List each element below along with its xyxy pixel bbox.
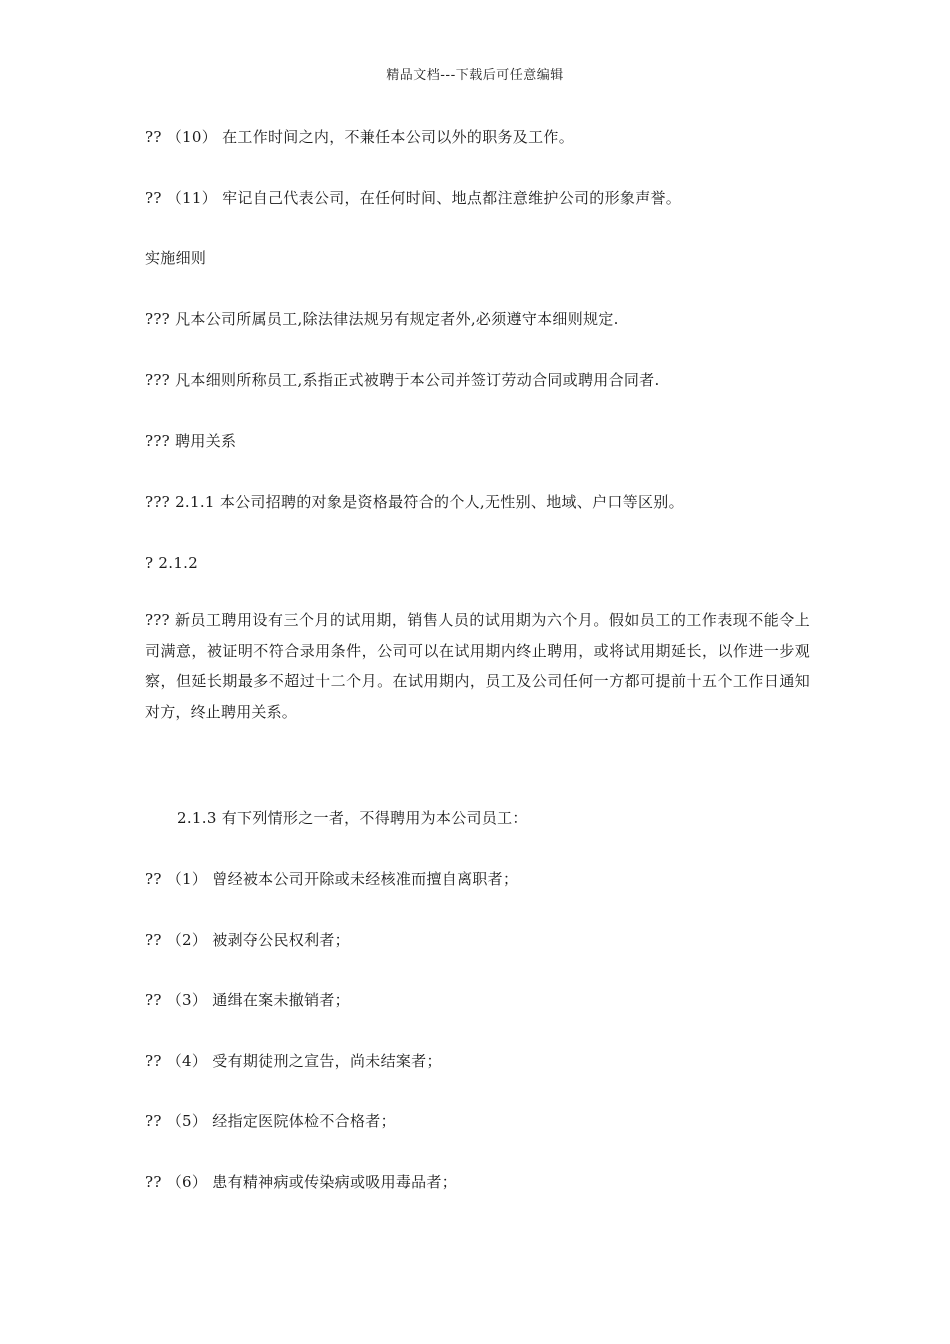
condition-3: ?? （3） 通缉在案未撤销者； xyxy=(145,991,350,1009)
clause-2-1-3: 2.1.3 有下列情形之一者，不得聘用为本公司员工： xyxy=(177,809,528,827)
page-header: 精品文档---下载后可任意编辑 xyxy=(386,68,564,83)
condition-1: ?? （1） 曾经被本公司开除或未经核准而擅自离职者； xyxy=(145,870,519,888)
section-heading: 实施细则 xyxy=(145,249,207,267)
clause-10: ?? （10） 在工作时间之内，不兼任本公司以外的职务及工作。 xyxy=(145,128,575,146)
clause-2-1-2-text: ??? 新员工聘用设有三个月的试用期，销售人员的试用期为六个月。假如员工的工作表现不能令上司满意，被证明不符合录用条件，公司可以在试用期内终止聘用，或将试用期延长，以作进一步观察，但延长期最多不超过十二个月。在试用期内，员工及公司任何一方都可提前十五个工作日通知对方，终止聘用关系。 xyxy=(145,611,810,721)
condition-2: ?? （2） 被剥夺公民权利者； xyxy=(145,931,350,949)
clause-2-1-2-number: ? 2.1.2 xyxy=(145,554,199,572)
rule-definition: ??? 凡本细则所称员工,系指正式被聘于本公司并签订劳动合同或聘用合同者. xyxy=(145,371,660,389)
rule-scope: ??? 凡本公司所属员工,除法律法规另有规定者外,必须遵守本细则规定. xyxy=(145,310,619,328)
condition-6: ?? （6） 患有精神病或传染病或吸用毒品者； xyxy=(145,1173,458,1191)
condition-5: ?? （5） 经指定医院体检不合格者； xyxy=(145,1112,396,1130)
clause-2-1-1: ??? 2.1.1 本公司招聘的对象是资格最符合的个人,无性别、地域、户口等区别。 xyxy=(145,493,684,511)
subsection-heading: ??? 聘用关系 xyxy=(145,432,237,450)
clause-11: ?? （11） 牢记自己代表公司，在任何时间、地点都注意维护公司的形象声誉。 xyxy=(145,189,682,207)
condition-4: ?? （4） 受有期徒刑之宣告，尚未结案者； xyxy=(145,1052,442,1070)
